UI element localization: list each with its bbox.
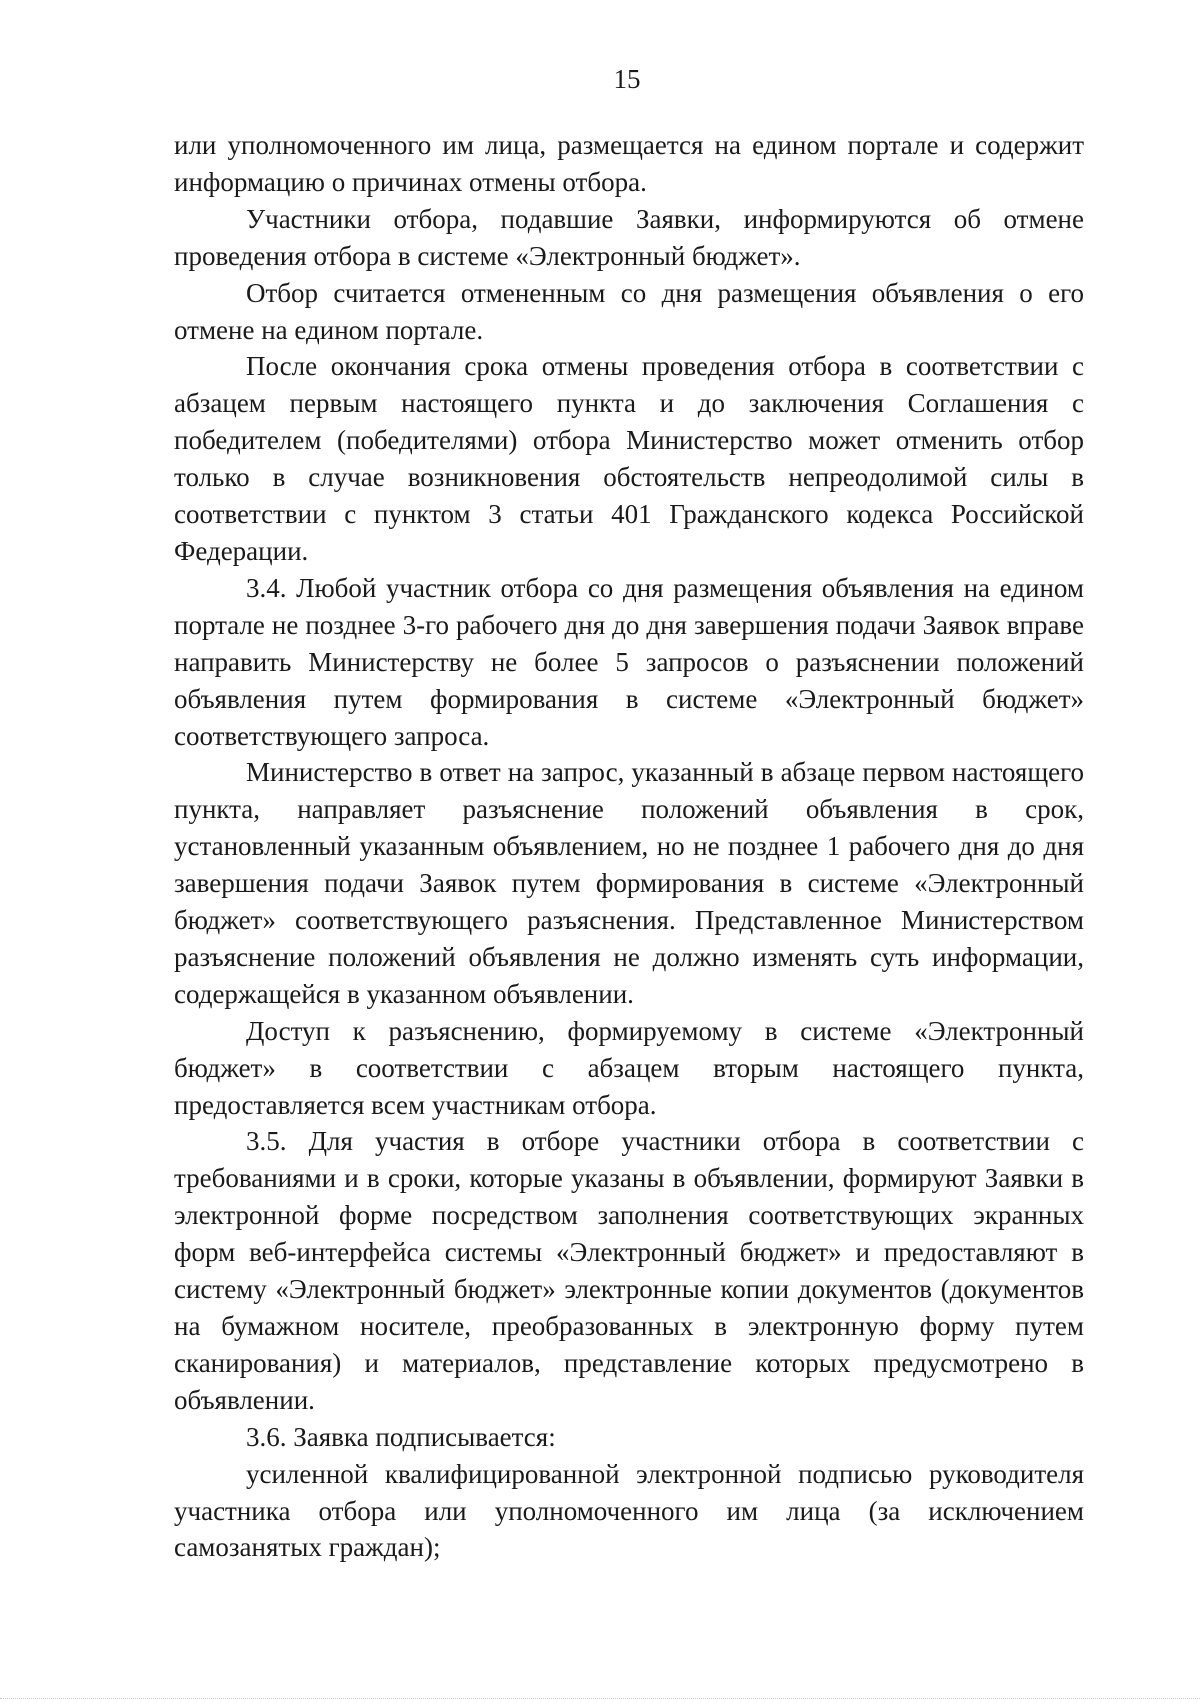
scan-edge-line: [0, 1698, 1200, 1699]
page-number: 15: [613, 64, 641, 94]
paragraph-3-4: 3.4. Любой участник отбора со дня размещения объявления на едином портале не позднее 3-го рабочего дня до дня завершения подачи Заявок вправе направить Министерству не более 5 запросов о разъяснении положений объявления путем формирования в системе «Электронный бюджет» соответствующего запроса.: [174, 572, 1084, 751]
paragraph-ministry-response: Министерство в ответ на запрос, указанный в абзаце первом настоящего пункта, направляет разъяснение положений объявления в срок, установленный указанным объявлением, но не позднее 1 рабочего дня до дня завершения подачи Заявок путем формирования в системе «Электронный бюджет» соответствующего разъяснения. Представленное Министерством разъяснение положений объявления не должно изменять суть информации, содержащейся в указанном объявлении.: [174, 757, 1084, 1009]
paragraph-force-majeure: После окончания срока отмены проведения отбора в соответствии с абзацем первым настоящего пункта и до заключения Соглашения с победителем (победителями) отбора Министерство может отменить отбор только в случае возникновения обстоятельств непреодолимой силы в соответствии с пунктом 3 статьи 401 Гражданского кодекса Российской Федерации.: [174, 351, 1084, 566]
paragraph-selection-cancelled: Отбор считается отмененным со дня размещения объявления о его отмене на едином портале.: [174, 277, 1084, 345]
document-body: [174, 127, 1084, 1566]
paragraph-qualified-signature: усиленной квалифицированной электронной подписью руководителя участника отбора или уполномоченного им лица (за исключением самозанятых граждан);: [174, 1458, 1084, 1563]
paragraph-3-5: 3.5. Для участия в отборе участники отбора в соответствии с требованиями и в сроки, которые указаны в объявлении, формируют Заявки в электронной форме посредством заполнения соответствующих экранных форм веб-интерфейса системы «Электронный бюджет» и предоставляют в систему «Электронный бюджет» электронные копии документов (документов на бумажном носителе, преобразованных в электронную форму путем сканирования) и материалов, представление которых предусмотрено в объявлении.: [174, 1126, 1084, 1415]
paragraph-3-6: 3.6. Заявка подписывается:: [246, 1421, 556, 1452]
paragraph-participants-informed: Участники отбора, подавшие Заявки, информируются об отмене проведения отбора в системе «Электронный бюджет».: [174, 203, 1084, 271]
paragraph-continuation: или уполномоченного им лица, размещается на едином портале и содержит информацию о причинах отмены отбора.: [174, 130, 1084, 197]
paragraph-access-clarification: Доступ к разъяснению, формируемому в системе «Электронный бюджет» в соответствии с абзацем вторым настоящего пункта, предоставляется всем участникам отбора.: [174, 1015, 1084, 1120]
